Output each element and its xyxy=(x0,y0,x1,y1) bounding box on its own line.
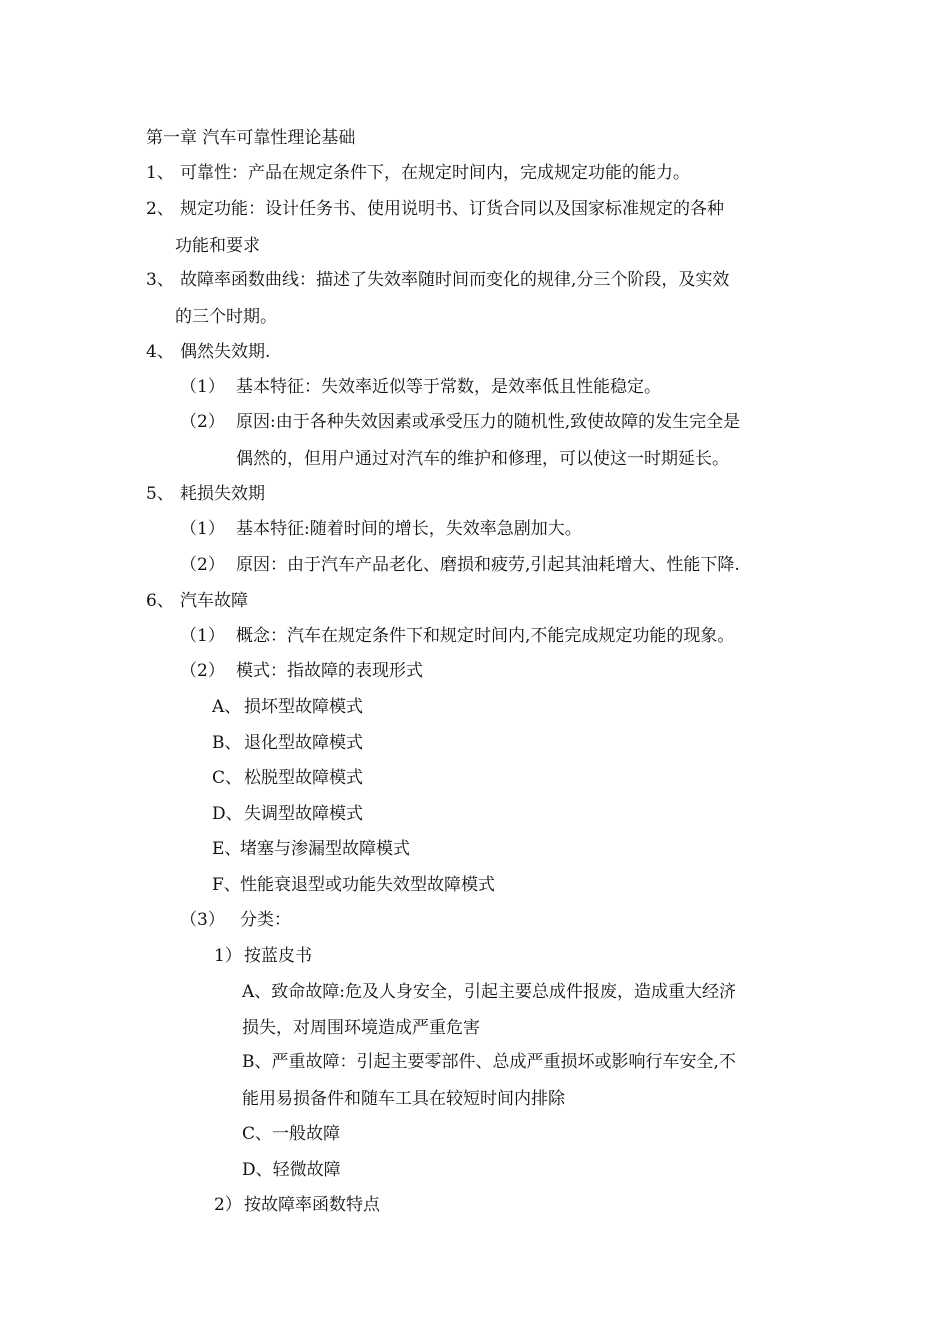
item-number: 5、 xyxy=(146,484,174,504)
classification-entry: B、严重故障：引起主要零部件、总成严重损坏或影响行车安全,不 xyxy=(242,1052,736,1072)
sub-item-number: （2） xyxy=(180,412,225,432)
sub-item-number: （1） xyxy=(180,626,225,646)
group-number: 2） xyxy=(214,1195,242,1215)
sub-item-continuation: 偶然的，但用户通过对汽车的维护和修理，可以使这一时期延长。 xyxy=(236,449,729,469)
mode-letter: D、 xyxy=(212,804,243,824)
list-item xyxy=(146,589,248,613)
list-item xyxy=(146,482,265,506)
classification-entry: C、一般故障 xyxy=(242,1124,341,1144)
item-number: 2、 xyxy=(146,199,174,219)
mode-item xyxy=(212,731,363,755)
sub-item xyxy=(180,659,423,683)
sub-item-number: （2） xyxy=(180,555,225,575)
group-heading xyxy=(214,944,312,968)
sub-item xyxy=(180,624,734,648)
item-text: 汽车故障 xyxy=(180,591,248,611)
mode-item xyxy=(212,695,363,719)
classification-entry: A、致命故障:危及人身安全，引起主要总成件报废，造成重大经济 xyxy=(242,982,737,1002)
list-item xyxy=(146,340,270,364)
sub-item xyxy=(180,375,661,399)
sub-item-text: 原因：由于汽车产品老化、磨损和疲劳,引起其油耗增大、性能下降. xyxy=(236,555,740,575)
sub-item xyxy=(180,908,291,932)
mode-text: 堵塞与渗漏型故障模式 xyxy=(240,839,410,859)
sub-item-number: （1） xyxy=(180,377,225,397)
item-number: 6、 xyxy=(146,591,174,611)
sub-item xyxy=(180,517,582,541)
list-item xyxy=(146,161,690,185)
mode-item xyxy=(212,802,363,826)
sub-item-number: （2） xyxy=(180,661,225,681)
item-number: 1、 xyxy=(146,163,174,183)
classification-continuation: 能用易损备件和随车工具在较短时间内排除 xyxy=(242,1089,565,1109)
mode-text: 松脱型故障模式 xyxy=(244,768,363,788)
item-number: 4、 xyxy=(146,342,174,362)
classification-entry: D、轻微故障 xyxy=(242,1160,341,1180)
chapter-title: 第一章 汽车可靠性理论基础 xyxy=(146,128,356,148)
mode-item xyxy=(212,766,363,790)
mode-letter: E、 xyxy=(212,839,242,859)
item-text: 耗损失效期 xyxy=(180,484,265,504)
mode-letter: F、 xyxy=(212,875,241,895)
sub-item-text: 基本特征：失效率近似等于常数，是效率低且性能稳定。 xyxy=(236,377,661,397)
mode-letter: C、 xyxy=(212,768,243,788)
sub-item-text: 原因:由于各种失效因素或承受压力的随机性,致使故障的发生完全是 xyxy=(236,412,741,432)
sub-item-text: 模式：指故障的表现形式 xyxy=(236,661,423,681)
group-text: 按故障率函数特点 xyxy=(244,1195,380,1215)
sub-item-text: 基本特征:随着时间的增长，失效率急剧加大。 xyxy=(236,519,582,539)
sub-item-number: （3） xyxy=(180,910,225,930)
item-text: 偶然失效期. xyxy=(180,342,271,362)
list-item xyxy=(146,268,729,292)
sub-item-text: 概念：汽车在规定条件下和规定时间内,不能完成规定功能的现象。 xyxy=(236,626,735,646)
item-number: 3、 xyxy=(146,270,174,290)
mode-letter: A、 xyxy=(212,697,242,717)
mode-item xyxy=(212,873,495,897)
group-heading xyxy=(214,1193,380,1217)
mode-item xyxy=(212,837,410,861)
item-continuation: 的三个时期。 xyxy=(175,307,277,327)
item-text: 可靠性：产品在规定条件下，在规定时间内，完成规定功能的能力。 xyxy=(180,163,690,183)
list-item xyxy=(146,197,724,221)
item-text: 规定功能：设计任务书、使用说明书、订货合同以及国家标准规定的各种 xyxy=(180,199,724,219)
item-text: 故障率函数曲线：描述了失效率随时间而变化的规律,分三个阶段，及实效 xyxy=(180,270,730,290)
mode-letter: B、 xyxy=(212,733,242,753)
sub-item xyxy=(180,553,740,577)
item-continuation: 功能和要求 xyxy=(175,236,260,256)
mode-text: 退化型故障模式 xyxy=(244,733,363,753)
sub-item xyxy=(180,410,740,434)
sub-item-number: （1） xyxy=(180,519,225,539)
group-text: 按蓝皮书 xyxy=(244,946,312,966)
classification-continuation: 损失，对周围环境造成严重危害 xyxy=(242,1018,480,1038)
mode-text: 失调型故障模式 xyxy=(244,804,363,824)
group-number: 1） xyxy=(214,946,242,966)
mode-text: 损坏型故障模式 xyxy=(244,697,363,717)
mode-text: 性能衰退型或功能失效型故障模式 xyxy=(240,875,495,895)
sub-item-text: 分类： xyxy=(240,910,291,930)
